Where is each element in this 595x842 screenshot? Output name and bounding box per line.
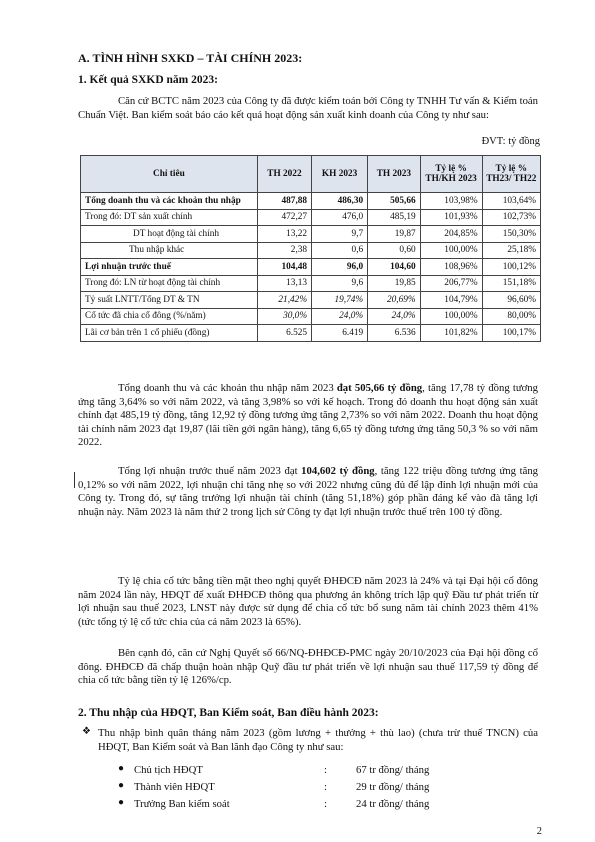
role-label: Trưởng Ban kiểm soát — [134, 798, 230, 810]
cell: 2,38 — [257, 242, 311, 259]
table-row — [81, 308, 541, 325]
cell: 100,00% — [420, 242, 482, 259]
table-row — [81, 209, 541, 226]
row-label: Cổ tức đã chia cổ đông (%/năm) — [81, 308, 258, 325]
cell: 0,6 — [312, 242, 368, 259]
cell: 103,64% — [482, 193, 540, 210]
header-cell: Tỷ lệ % TH23/ TH22 — [482, 156, 540, 193]
cell: 102,73% — [482, 209, 540, 226]
table-header-row — [81, 156, 541, 193]
page-number: 2 — [536, 826, 542, 837]
bullet-icon: ● — [118, 763, 125, 774]
cell: 0,60 — [368, 242, 420, 259]
cell: 6.419 — [312, 325, 368, 342]
diamond-bullet-icon: ❖ — [82, 726, 91, 737]
resolution-paragraph: Bên cạnh đó, căn cứ Nghị Quyết số 66/NQ-ĐHĐCĐ-PMC ngày 20/10/2023 của Đại hội đồng cổ đông. ĐHĐCĐ đã chấp thuận hoàn nhập Quỹ đầu tư phát triển về lợi nhuận sau thuế 117,59 tỷ đồng để chia cổ tức bằng tiền tỷ lệ 126%/cp. — [78, 647, 538, 687]
financial-results-table — [80, 155, 541, 342]
role-income: 29 tr đồng/ tháng — [356, 781, 430, 793]
table-row — [81, 292, 541, 309]
text-run: , tăng 122 triệu đồng tương ứng tăng 0,12% so với năm 2022, lợi nhuận chỉ tăng nhẹ so với 2022 nhưng cũng đủ để lập đỉnh lợi nhuận mới của Công ty. Trong đó, sự tăng trưởng lợi nhuận tài chính (tăng 51,18%) góp phần đáng kể vào đà tăng lợi nhuận này. Năm 2023 là năm thứ 2 trong lịch sử Công ty đạt lợi nhuận trước thuế trên 100 tỷ đồng. — [78, 465, 539, 518]
cell: 108,96% — [420, 259, 482, 276]
header-cell: TH 2023 — [368, 156, 420, 193]
cell: 101,82% — [420, 325, 482, 342]
profit-paragraph — [78, 465, 538, 519]
cell: 19,74% — [312, 292, 368, 309]
table-row — [81, 193, 541, 210]
header-cell: KH 2023 — [312, 156, 368, 193]
row-label: Thu nhập khác — [81, 242, 258, 259]
cell: 96,60% — [482, 292, 540, 309]
header-cell: Chỉ tiêu — [81, 156, 258, 193]
cell: 476,0 — [312, 209, 368, 226]
cell: 486,30 — [312, 193, 368, 210]
cell: 24,0% — [368, 308, 420, 325]
row-label: Lợi nhuận trước thuế — [81, 259, 258, 276]
cell: 101,93% — [420, 209, 482, 226]
cell: 30,0% — [257, 308, 311, 325]
cell: 103,98% — [420, 193, 482, 210]
section-2-title: 2. Thu nhập của HĐQT, Ban Kiểm soát, Ban điều hành 2023: — [78, 707, 379, 719]
cell: 104,60 — [368, 259, 420, 276]
cell: 9,7 — [312, 226, 368, 243]
unit-label: ĐVT: tỷ đồng — [481, 136, 540, 147]
text-run: Tổng lợi nhuận trước thuế năm 2023 đạt — [118, 465, 302, 477]
cell: 100,12% — [482, 259, 540, 276]
table-row — [81, 226, 541, 243]
cell: 472,27 — [257, 209, 311, 226]
cell: 206,77% — [420, 275, 482, 292]
cell: 151,18% — [482, 275, 540, 292]
income-intro: Thu nhập bình quân tháng năm 2023 (gồm lương + thưởng + thù lao) (chưa trừ thuế TNCN) của HĐQT, Ban Kiểm soát và Ban lãnh đạo Công ty như sau: — [98, 727, 538, 753]
table-row — [81, 275, 541, 292]
table-row — [81, 325, 541, 342]
colon: : — [324, 781, 327, 793]
main-heading: A. TÌNH HÌNH SXKD – TÀI CHÍNH 2023: — [78, 51, 303, 65]
cell: 19,87 — [368, 226, 420, 243]
cell: 9,6 — [312, 275, 368, 292]
text-run-bold: đạt 505,66 tỷ đồng — [336, 382, 423, 394]
cell: 13,13 — [257, 275, 311, 292]
section-1-title: 1. Kết quả SXKD năm 2023: — [78, 74, 218, 86]
bullet-icon: ● — [118, 780, 125, 791]
cell: 24,0% — [312, 308, 368, 325]
text-run: Tổng doanh thu và các khoản thu nhập năm 2023 — [118, 382, 337, 394]
cell: 487,88 — [257, 193, 311, 210]
row-label: Trong đó: DT sản xuất chính — [81, 209, 258, 226]
table-row — [81, 242, 541, 259]
row-label: Tỷ suất LNTT/Tổng DT & TN — [81, 292, 258, 309]
row-label: Trong đó: LN từ hoạt động tài chính — [81, 275, 258, 292]
cell: 20,69% — [368, 292, 420, 309]
role-label: Chủ tịch HĐQT — [134, 764, 203, 776]
cell: 104,79% — [420, 292, 482, 309]
role-income: 24 tr đồng/ tháng — [356, 798, 430, 810]
cell: 6.525 — [257, 325, 311, 342]
cell: 104,48 — [257, 259, 311, 276]
cell: 6.536 — [368, 325, 420, 342]
cell: 150,30% — [482, 226, 540, 243]
text-cursor — [74, 472, 75, 488]
text-run: , tăng 17,78 tỷ đồng tương ứng tăng 3,64% so với năm 2022, và tăng 3,98% so với kế hoạch. Trong đó doanh thu hoạt động sản xuất chính đạt 485,19 tỷ đồng, tăng 12,92 tỷ đồng tương ứng tăng 2,73% so với năm 2022. Doanh thu hoạt động tài chính năm 2023 đạt 19,87 (lãi tiền gởi ngân hàng), tăng 6,65 tỷ đồng tương ứng tăng 50,3 % so với năm 2022. — [78, 382, 538, 449]
row-label: DT hoạt động tài chính — [81, 226, 258, 243]
row-label: Lãi cơ bản trên 1 cổ phiếu (đồng) — [81, 325, 258, 342]
cell: 21,42% — [257, 292, 311, 309]
cell: 100,17% — [482, 325, 540, 342]
cell: 96,0 — [312, 259, 368, 276]
role-label: Thành viên HĐQT — [134, 781, 215, 793]
colon: : — [324, 798, 327, 810]
cell: 485,19 — [368, 209, 420, 226]
cell: 505,66 — [368, 193, 420, 210]
header-cell: TH 2022 — [257, 156, 311, 193]
cell: 19,85 — [368, 275, 420, 292]
intro-paragraph: Căn cứ BCTC năm 2023 của Công ty đã được kiểm toán bởi Công ty TNHH Tư vấn & Kiểm toán Chuẩn Việt. Ban kiểm soát báo cáo kết quả hoạt động sản xuất kinh doanh của Công ty như sau: — [78, 95, 538, 121]
cell: 13,22 — [257, 226, 311, 243]
cell: 204,85% — [420, 226, 482, 243]
revenue-paragraph — [78, 382, 538, 450]
cell: 100,00% — [420, 308, 482, 325]
table-row — [81, 259, 541, 276]
bullet-icon: ● — [118, 797, 125, 808]
dividend-paragraph: Tỷ lệ chia cổ tức bằng tiền mặt theo nghị quyết ĐHĐCĐ năm 2023 là 24% và tại Đại hội cổ đông năm 2024 lần này, HĐQT để xuất ĐHĐCĐ thông qua phương án không trích lập quỹ Đầu tư phát triển từ lợi nhuận sau thuế 2023, LNST này được sử dụng để chia cổ tức bổ sung năm tài chính 2023 thêm 41% (tức tổng tỷ lệ cổ tức chia của cả năm 2023 là 65%). — [78, 575, 538, 628]
header-cell: Tỷ lệ % TH/KH 2023 — [420, 156, 482, 193]
role-income: 67 tr đồng/ tháng — [356, 764, 430, 776]
cell: 25,18% — [482, 242, 540, 259]
text-run-bold: 104,602 tỷ đồng — [301, 465, 375, 477]
colon: : — [324, 764, 327, 776]
cell: 80,00% — [482, 308, 540, 325]
row-label: Tổng doanh thu và các khoản thu nhập — [81, 193, 258, 210]
